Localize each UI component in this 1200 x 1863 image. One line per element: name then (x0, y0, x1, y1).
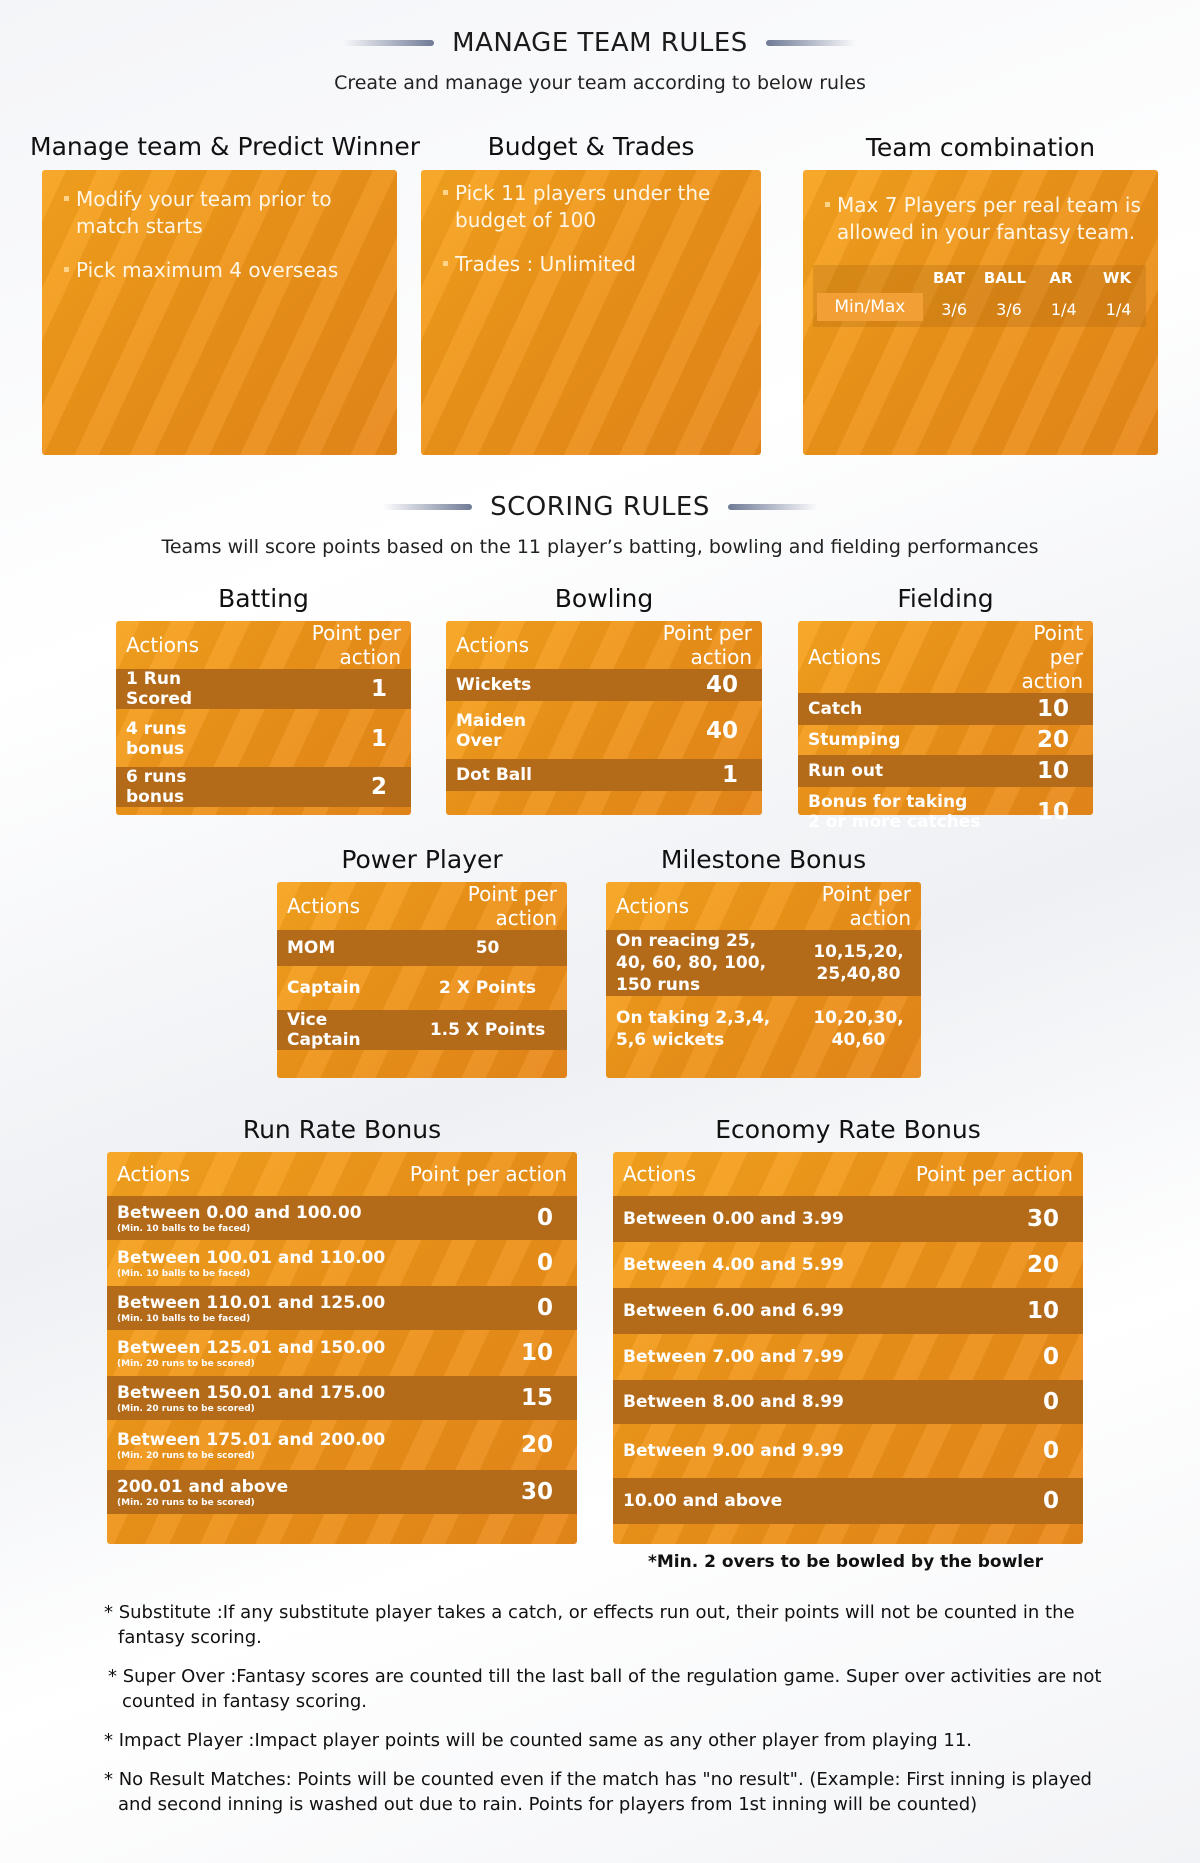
range-condition: (Min. 10 balls to be faced) (117, 1313, 251, 1324)
power-player-card (277, 882, 567, 1078)
manage-rules-header (0, 28, 1200, 94)
action-points: 2 (253, 767, 412, 807)
range-points: 0 (1042, 1438, 1059, 1464)
economy-rate-card (613, 1152, 1083, 1544)
range-label: Between 0.00 and 3.99 (613, 1196, 884, 1242)
range-label: Between 9.00 and 9.99 (623, 1441, 844, 1461)
col-points: Point per action (662, 621, 752, 669)
range-text: Between 100.01 and 110.00 (117, 1247, 386, 1268)
economy-footnote: *Min. 2 overs to be bowled by the bowler (648, 1552, 1044, 1572)
budget-trades-card (421, 170, 761, 455)
action-label: Vice Captain (277, 1010, 408, 1050)
range-text: Between 150.01 and 175.00 (117, 1382, 386, 1403)
economy-rate-table (613, 1152, 1083, 1524)
action-label: On taking 2,3,4, 5,6 wickets (616, 1008, 771, 1050)
action-label: 1 Run Scored (116, 669, 253, 709)
range-points: 0 (884, 1478, 1083, 1524)
range-points: 15 (398, 1376, 577, 1420)
col-points: Point per action (915, 1162, 1073, 1186)
combo-header: AR (1049, 269, 1073, 287)
rule-item: Pick maximum 4 overseas (64, 257, 383, 284)
col-points: Point per action (409, 1162, 567, 1186)
range-label: Between 7.00 and 7.99 (623, 1347, 844, 1367)
manage-team-card (42, 170, 397, 455)
fielding-table (798, 621, 1093, 837)
action-points: 10 (993, 693, 1093, 725)
action-points: 40 (587, 669, 762, 701)
action-label: Captain (287, 978, 361, 998)
power-player-table (277, 882, 567, 1050)
range-text: Between 0.00 and 100.00 (117, 1202, 362, 1223)
combination-table (813, 265, 1146, 327)
manage-rules-title: MANAGE TEAM RULES (452, 28, 748, 58)
bowling-card (446, 621, 762, 815)
action-points: 1.5 X Points (408, 1010, 567, 1050)
range-condition: (Min. 20 runs to be scored) (117, 1497, 255, 1508)
range-points: 20 (1026, 1252, 1059, 1278)
batting-card (116, 621, 411, 815)
combo-header: WK (1102, 269, 1132, 287)
scoring-rules-title: SCORING RULES (490, 492, 710, 522)
col-points: Point per action (1021, 621, 1083, 693)
note-impact-player: * Impact Player :Impact player points will be counted same as any other player from playing 11. (104, 1730, 973, 1751)
combo-value: 3/6 (996, 299, 1022, 319)
combo-value: 1/4 (1050, 299, 1077, 319)
range-label: Between 4.00 and 5.99 (623, 1255, 844, 1275)
batting-table (116, 621, 411, 807)
action-label: 6 runs bonus (116, 767, 253, 807)
team-combination-title: Team combination (865, 133, 1096, 162)
action-points: 10,20,30, 40,60 (813, 1008, 904, 1050)
note-substitute: * Substitute :If any substitute player takes a catch, or effects run out, their points will not be counted in the fantasy scoring. (104, 1602, 1075, 1648)
note-super-over: * Super Over :Fantasy scores are counted till the last ball of the regulation game. Super over activities are not counted in fantasy scoring. (108, 1666, 1102, 1712)
range-points: 10 (520, 1340, 553, 1366)
batting-title: Batting (218, 584, 309, 613)
col-points: Point per action (821, 882, 911, 930)
range-condition: (Min. 20 runs to be scored) (117, 1403, 255, 1414)
decorative-line (382, 504, 472, 510)
range-condition: (Min. 10 balls to be faced) (117, 1268, 251, 1279)
range-label (107, 1470, 398, 1514)
run-rate-card (107, 1152, 577, 1544)
rule-item: Max 7 Players per real team is allowed in your fantasy team. (825, 192, 1144, 246)
combo-row-label: Min/Max (817, 293, 923, 321)
rule-item: Pick 11 players under the budget of 100 (443, 180, 747, 234)
range-label (107, 1240, 398, 1286)
range-text: Between 125.01 and 150.00 (117, 1337, 386, 1358)
decorative-line (344, 40, 434, 46)
action-label: 4 runs bonus (126, 719, 187, 759)
col-actions: Actions (808, 645, 882, 669)
col-actions: Actions (287, 894, 361, 918)
action-points: 50 (408, 930, 567, 966)
decorative-line (766, 40, 856, 46)
fielding-card (798, 621, 1093, 832)
range-label (107, 1376, 398, 1420)
action-points: 10 (993, 755, 1093, 787)
col-actions: Actions (126, 633, 200, 657)
action-label: On reacing 25, 40, 60, 80, 100, 150 runs (606, 930, 796, 996)
range-label (107, 1196, 398, 1240)
range-label (107, 1286, 398, 1330)
bowling-title: Bowling (554, 584, 654, 613)
action-points: 1 (370, 726, 387, 752)
col-actions: Actions (616, 894, 690, 918)
action-points: 2 X Points (438, 978, 537, 998)
notes-list (104, 1600, 1104, 1831)
combo-header: BAT (932, 269, 966, 287)
manage-team-title: Manage team & Predict Winner (30, 132, 421, 161)
range-text: Between 175.01 and 200.00 (117, 1429, 386, 1450)
col-actions: Actions (117, 1162, 191, 1186)
range-points: 0 (536, 1250, 553, 1276)
run-rate-title: Run Rate Bonus (242, 1115, 442, 1144)
range-text: Between 110.01 and 125.00 (117, 1292, 386, 1313)
action-label: Maiden Over (456, 711, 527, 751)
team-combination-card (803, 170, 1158, 455)
range-points: 30 (884, 1196, 1083, 1242)
decorative-line (728, 504, 818, 510)
range-label: Between 8.00 and 8.99 (613, 1380, 884, 1424)
power-player-title: Power Player (341, 845, 503, 874)
action-label: Run out (798, 755, 993, 787)
action-label: Stumping (808, 730, 901, 750)
action-label: Catch (798, 693, 993, 725)
range-label (107, 1330, 398, 1376)
range-label: 10.00 and above (613, 1478, 884, 1524)
action-label: MOM (277, 930, 408, 966)
fielding-title: Fielding (897, 584, 994, 613)
range-condition: (Min. 20 runs to be scored) (117, 1358, 255, 1369)
run-rate-table (107, 1152, 577, 1514)
economy-rate-title: Economy Rate Bonus (715, 1115, 981, 1144)
range-points: 0 (884, 1380, 1083, 1424)
range-points: 0 (1042, 1344, 1059, 1370)
range-points: 10 (884, 1288, 1083, 1334)
action-points: 10 (1036, 799, 1069, 825)
scoring-rules-subtitle: Teams will score points based on the 11 player’s batting, bowling and fielding performances (161, 536, 1039, 558)
action-points: 40 (705, 718, 738, 744)
action-points: 1 (253, 669, 412, 709)
action-label: Wickets (446, 669, 587, 701)
milestone-title: Milestone Bonus (660, 845, 867, 874)
action-points: 20 (1036, 727, 1069, 753)
range-label: Between 6.00 and 6.99 (613, 1288, 884, 1334)
range-label (107, 1420, 398, 1470)
note-no-result: * No Result Matches: Points will be counted even if the match has "no result". (Example: First inning is played and second inning is washed out due to rain. Points for players from 1st inning will be counted) (104, 1769, 1092, 1815)
combo-value: 3/6 (941, 299, 967, 319)
combo-value: 1/4 (1105, 299, 1132, 319)
action-points: 10,15,20, 25,40,80 (796, 930, 921, 996)
col-points: Point per action (467, 882, 557, 930)
range-condition: (Min. 10 balls to be faced) (117, 1223, 251, 1234)
range-points: 30 (398, 1470, 577, 1514)
action-label: Bonus for taking 2 or more catches (808, 792, 981, 832)
col-points: Point per action (311, 621, 401, 669)
milestone-card (606, 882, 921, 1078)
scoring-rules-header (0, 492, 1200, 558)
range-points: 0 (398, 1196, 577, 1240)
range-text: 200.01 and above (117, 1476, 289, 1497)
budget-trades-title: Budget & Trades (487, 132, 695, 161)
rule-item: Modify your team prior to match starts (64, 186, 383, 240)
col-actions: Actions (623, 1162, 697, 1186)
milestone-table (606, 882, 921, 1062)
col-actions: Actions (456, 633, 530, 657)
range-points: 0 (398, 1286, 577, 1330)
action-label: Dot Ball (446, 759, 587, 791)
range-points: 20 (520, 1432, 553, 1458)
rule-item: Trades : Unlimited (443, 251, 747, 278)
range-condition: (Min. 20 runs to be scored) (117, 1450, 255, 1461)
manage-rules-subtitle: Create and manage your team according to below rules (334, 72, 866, 94)
action-points: 1 (587, 759, 762, 791)
bowling-table (446, 621, 762, 791)
combo-header: BALL (983, 269, 1027, 287)
